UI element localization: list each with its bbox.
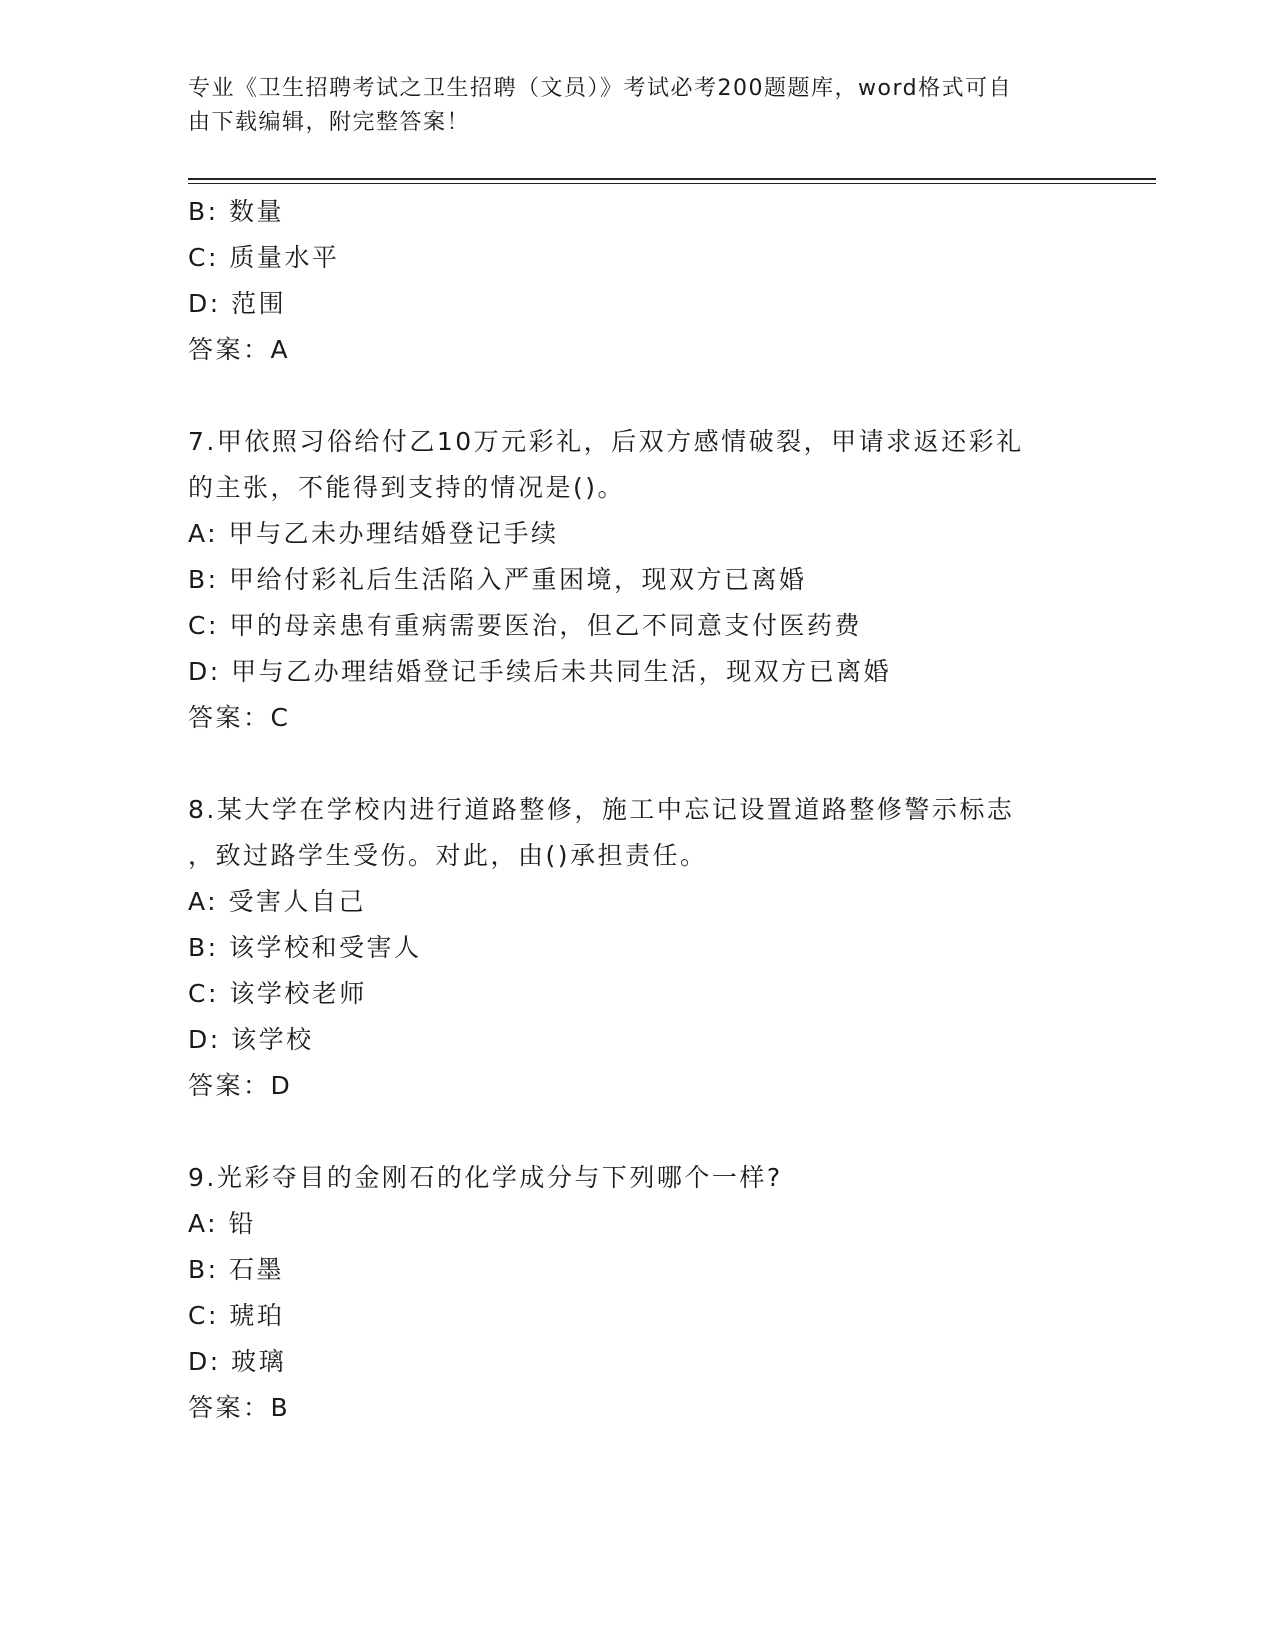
option-c: C: 该学校老师 [188,979,367,1008]
spacer [188,373,1088,419]
question-stem: 的主张，不能得到支持的情况是()。 [188,473,626,502]
answer-line: 答案：B [188,1393,291,1422]
header-divider [188,178,1156,184]
option-d: D: 甲与乙办理结婚登记手续后未共同生活，现双方已离婚 [188,657,892,686]
question-stem: 8.某大学在学校内进行道路整修，施工中忘记设置道路整修警示标志 [188,795,1015,824]
option-d: D: 该学校 [188,1025,314,1054]
question-stem: 7.甲依照习俗给付乙10万元彩礼，后双方感情破裂，甲请求返还彩礼 [188,427,1024,456]
question-content [188,189,1088,1431]
option-b: B: 该学校和受害人 [188,933,422,962]
header-line-1: 专业《卫生招聘考试之卫生招聘（文员）》考试必考200题题库，word格式可自 [188,76,1013,101]
option-b: B: 石墨 [188,1255,285,1284]
spacer [188,741,1088,787]
option-a: A: 铅 [188,1209,257,1238]
option-d: D: 范围 [188,289,287,318]
option-c: C: 琥珀 [188,1301,285,1330]
option-b: B: 甲给付彩礼后生活陷入严重困境，现双方已离婚 [188,565,807,594]
page-header [188,72,1068,140]
header-line-2: 由下载编辑，附完整答案！ [188,110,471,135]
option-b: B: 数量 [188,197,285,226]
option-a: A: 甲与乙未办理结婚登记手续 [188,519,559,548]
option-c: C: 质量水平 [188,243,340,272]
question-7-block [188,419,1088,741]
option-d: D: 玻璃 [188,1347,287,1376]
answer-line: 答案：C [188,703,291,732]
spacer [188,1109,1088,1155]
answer-line: 答案：A [188,335,291,364]
previous-question-block [188,189,1088,373]
answer-line: 答案：D [188,1071,293,1100]
option-a: A: 受害人自己 [188,887,367,916]
question-stem: ，致过路学生受伤。对此，由()承担责任。 [188,841,708,870]
question-9-block [188,1155,1088,1431]
option-c: C: 甲的母亲患有重病需要医治，但乙不同意支付医药费 [188,611,862,640]
question-8-block [188,787,1088,1109]
question-stem: 9.光彩夺目的金刚石的化学成分与下列哪个一样? [188,1163,783,1192]
